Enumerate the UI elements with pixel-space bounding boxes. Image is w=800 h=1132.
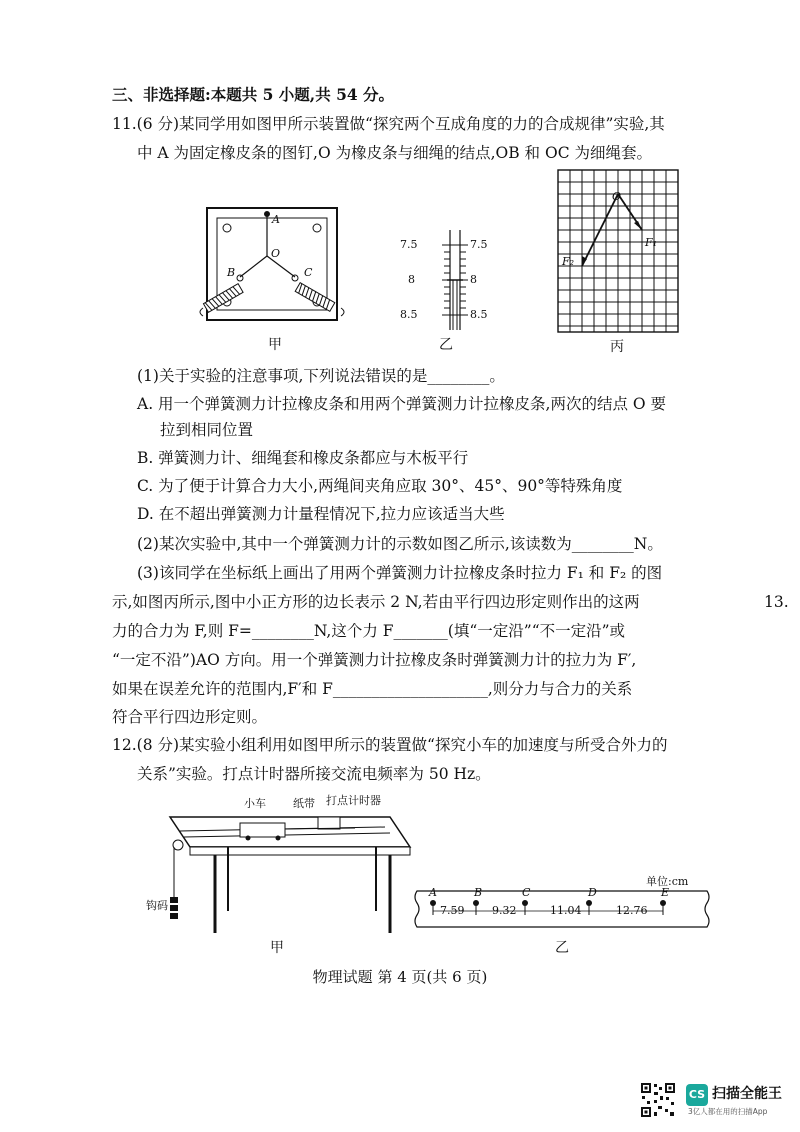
tape-distance-BC: 9.32 (492, 904, 517, 917)
tape-distance-DE: 12.76 (616, 904, 648, 917)
q11-optA-line2: 拉到相同位置 (160, 421, 254, 439)
label-O: O (271, 247, 281, 260)
label-B: B (227, 266, 236, 279)
q11-part1: (1)关于实验的注意事项,下列说法错误的是________。 (137, 367, 505, 385)
q11-figure-yi (420, 225, 500, 335)
q11-part3-line4: “一定不沿”)AO 方向。用一个弹簧测力计拉橡皮条时弹簧测力计的拉力为 F′, (112, 651, 637, 669)
bing-label-O: O (612, 190, 622, 203)
tape-distance-CD: 11.04 (550, 904, 582, 917)
yi-tick-left-1: 7.5 (400, 238, 418, 251)
section-title: 三、非选择题:本题共 5 小题,共 54 分。 (112, 85, 395, 104)
q11-part3-line5: 如果在误差允许的范围内,F′和 F____________________,则分力与合力的关系 (112, 680, 633, 698)
qr-code-icon (640, 1082, 676, 1118)
tape-point-D: D (588, 886, 597, 899)
q11-fig-yi-caption: 乙 (439, 337, 453, 353)
side-question-number: 13. (764, 593, 789, 611)
yi-tick-left-3: 8.5 (400, 308, 418, 321)
bing-label-F2: F₂ (562, 255, 575, 268)
tape-point-B: B (474, 886, 483, 899)
bing-label-F1: F₁ (645, 236, 658, 249)
page-footer: 物理试题 第 4 页(共 6 页) (312, 968, 488, 986)
yi-tick-right-2: 8 (470, 273, 477, 286)
tape-distance-AB: 7.59 (440, 904, 465, 917)
q11-optD: D. 在不超出弹簧测力计量程情况下,拉力应该适当大些 (137, 505, 505, 523)
label-timer: 打点计时器 (326, 794, 381, 807)
q12-fig-jia-caption: 甲 (270, 940, 284, 956)
q11-part3-line2: 示,如图丙所示,图中小正方形的边长表示 2 N,若由平行四边形定则作出的这两 (112, 593, 640, 611)
q11-stem-line2: 中 A 为固定橡皮条的图钉,O 为橡皮条与细绳的结点,OB 和 OC 为细绳套。 (137, 144, 652, 162)
q11-fig-jia-caption: 甲 (268, 337, 282, 353)
yi-tick-left-2: 8 (408, 273, 415, 286)
label-car: 小车 (244, 797, 266, 810)
q11-optC: C. 为了便于计算合力大小,两绳间夹角应取 30°、45°、90°等特殊角度 (137, 477, 623, 495)
q11-stem-line1: 11.(6 分)某同学用如图甲所示装置做“探究两个互成角度的力的合成规律”实验,其 (112, 115, 665, 133)
q12-figure-jia (140, 805, 430, 940)
label-A: A (272, 213, 280, 226)
label-weight: 钩码 (146, 899, 168, 912)
yi-tick-right-3: 8.5 (470, 308, 488, 321)
label-C: C (304, 266, 313, 279)
tape-point-E: E (661, 886, 670, 899)
scanner-logo: CS (686, 1084, 708, 1106)
q11-part3-line3: 力的合力为 F,则 F=________N,这个力 F_______(填“一定沿”“不一定沿”或 (112, 622, 626, 640)
tape-point-A: A (429, 886, 437, 899)
q12-stem-line2: 关系”实验。打点计时器所接交流电频率为 50 Hz。 (137, 765, 491, 783)
tape-point-C: C (522, 886, 531, 899)
scanner-tagline: 3亿人都在用的扫描App (688, 1107, 768, 1116)
q11-optB: B. 弹簧测力计、细绳套和橡皮条都应与木板平行 (137, 449, 469, 467)
q12-fig-yi-caption: 乙 (555, 940, 569, 956)
tape-unit: 单位:cm (646, 875, 689, 888)
q11-fig-bing-caption: 丙 (610, 339, 624, 355)
q12-stem-line1: 12.(8 分)某实验小组利用如图甲所示的装置做“探究小车的加速度与所受合外力的 (112, 736, 668, 754)
q11-part3-line6: 符合平行四边形定则。 (112, 708, 268, 726)
label-tape: 纸带 (293, 797, 315, 810)
scanner-name: 扫描全能王 (712, 1086, 782, 1102)
q11-optA-line1: A. 用一个弹簧测力计拉橡皮条和用两个弹簧测力计拉橡皮条,两次的结点 O 要 (137, 395, 667, 413)
yi-tick-right-1: 7.5 (470, 238, 488, 251)
q11-part2: (2)某次实验中,其中一个弹簧测力计的示数如图乙所示,该读数为________N。 (137, 535, 663, 553)
q11-part3-line1: (3)该同学在坐标纸上画出了用两个弹簧测力计拉橡皮条时拉力 F₁ 和 F₂ 的图 (137, 564, 663, 582)
